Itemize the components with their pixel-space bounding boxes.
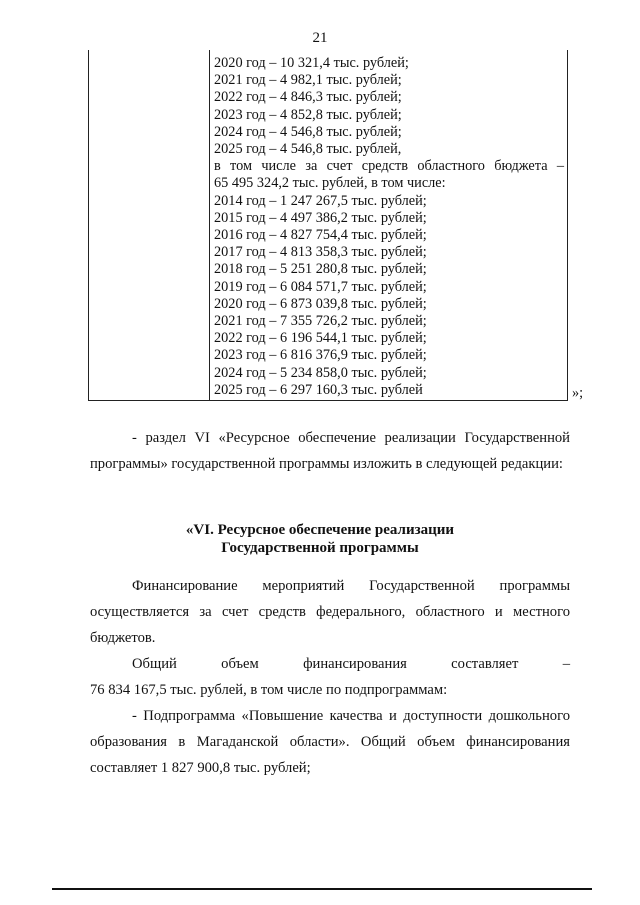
table-line: 2020 год – 6 873 039,8 тыс. рублей; <box>214 295 427 312</box>
table-line: 2022 год – 6 196 544,1 тыс. рублей; <box>214 330 427 347</box>
table-line: 2017 год – 4 813 358,3 тыс. рублей; <box>214 244 427 261</box>
table-line: 2014 год – 1 247 267,5 тыс. рублей; <box>214 192 427 209</box>
table-line: 2024 год – 5 234 858,0 тыс. рублей; <box>214 364 427 381</box>
table-line: 2023 год – 4 852,8 тыс. рублей; <box>214 106 402 123</box>
table-line: 2024 год – 4 546,8 тыс. рублей; <box>214 123 402 140</box>
table-line: 2022 год – 4 846,3 тыс. рублей; <box>214 89 402 106</box>
closing-quote: »; <box>572 385 584 401</box>
table-cell-funding <box>214 55 564 399</box>
total-volume-line-1: Общий объем финансирования составляет – <box>132 656 570 672</box>
table-line: 2021 год – 7 355 726,2 тыс. рублей; <box>214 313 427 330</box>
financing-paragraph: Финансирование мероприятий Государственной программы осуществляется за счет средств федерального, областного и местного бюджетов. <box>90 578 570 646</box>
table-line: 2020 год – 10 321,4 тыс. рублей; <box>214 55 409 71</box>
table-line: 2016 год – 4 827 754,4 тыс. рублей; <box>214 227 427 244</box>
table-line: в том числе за счет средств областного бюджета – <box>214 158 564 175</box>
bottom-rule <box>52 888 592 890</box>
table-line: 2025 год – 4 546,8 тыс. рублей, <box>214 141 402 158</box>
page-number: 21 <box>312 30 328 46</box>
table-line: 2025 год – 6 297 160,3 тыс. рублей <box>214 381 423 398</box>
table-line: 2023 год – 6 816 376,9 тыс. рублей; <box>214 347 427 364</box>
section-heading-line-2: Государственной программы <box>221 540 419 556</box>
table-line: 2018 год – 5 251 280,8 тыс. рублей; <box>214 261 427 278</box>
table-line: 2015 год – 4 497 386,2 тыс. рублей; <box>214 209 427 226</box>
table-line: 2019 год – 6 084 571,7 тыс. рублей; <box>214 278 427 295</box>
total-volume-line-2: 76 834 167,5 тыс. рублей, в том числе по подпрограммам: <box>90 682 448 698</box>
funding-table-fragment <box>88 50 568 401</box>
table-line: 65 495 324,2 тыс. рублей, в том числе: <box>214 175 446 192</box>
table-column-divider <box>209 50 210 400</box>
section-heading-line-1: «VI. Ресурсное обеспечение реализации <box>185 522 455 538</box>
intro-paragraph: - раздел VI «Ресурсное обеспечение реализации Государственной программы» государственной программы изложить в следующей редакции: <box>90 430 570 472</box>
table-line: 2021 год – 4 982,1 тыс. рублей; <box>214 72 402 89</box>
subprogram-paragraph: - Подпрограмма «Повышение качества и доступности дошкольного образования в Магаданской области». Общий объем финансирования составляет 1 827 900,8 тыс. рублей; <box>90 708 570 776</box>
